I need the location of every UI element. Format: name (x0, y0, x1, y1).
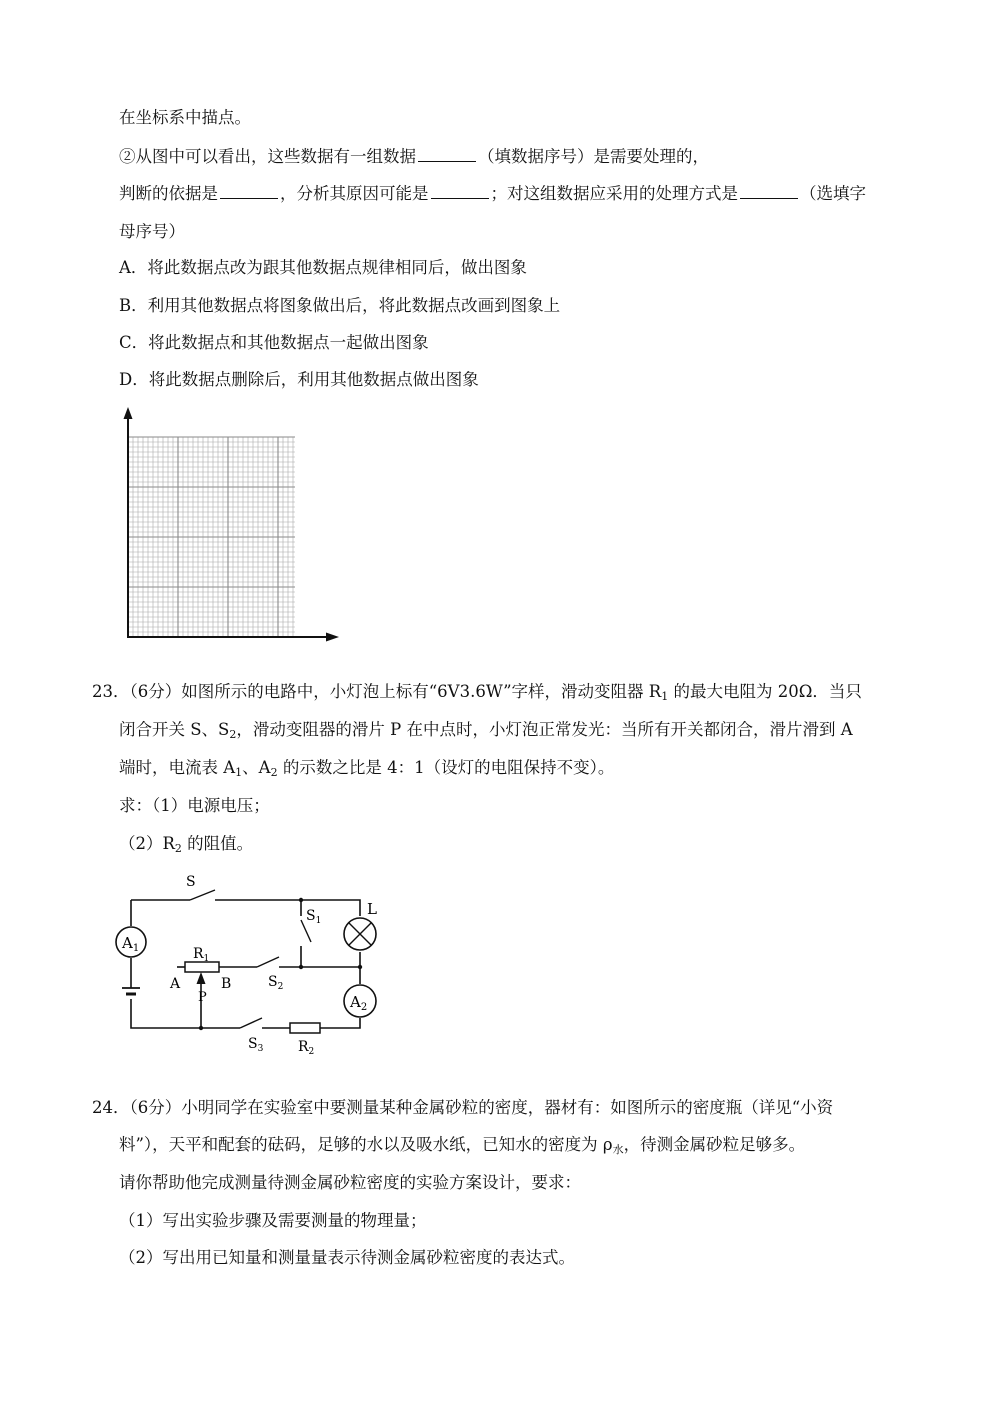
q22-line1: 在坐标系中描点。 (119, 108, 251, 127)
q23-number: 23． (92, 682, 130, 701)
answer-blank-1[interactable] (418, 145, 476, 162)
rheostat-r1 (185, 962, 219, 972)
ammeter-a2-label: $A_2$ (350, 993, 368, 1013)
switch-s3-label: $S_3$ (248, 1036, 264, 1054)
answer-blank-4[interactable] (740, 182, 798, 199)
option-c: C．将此数据点和其他数据点一起做出图象 (119, 333, 429, 352)
circuit-diagram (115, 868, 405, 1063)
option-a: A．将此数据点改为跟其他数据点规律相同后，做出图象 (119, 258, 527, 277)
answer-blank-3[interactable] (431, 182, 489, 199)
r1-label: $R_1$ (193, 946, 210, 964)
q22-line4: 母序号） (119, 222, 185, 241)
switch-s-label: S (186, 874, 196, 890)
q22-line3-text-c: ；对这组数据应采用的处理方式是 (490, 184, 738, 203)
answer-blank-2[interactable] (220, 182, 278, 199)
q23-line1 (92, 680, 862, 709)
q23-line3-text-e: 的示数之比是 4：1（设灯的电阻保持不变）。 (277, 758, 615, 777)
end-a-label: A (170, 976, 181, 992)
q23-line2-text-c: ，滑动变阻器的滑片 P 在中点时，小灯泡正常发光：当所有开关都闭合，滑片滑到 A (236, 720, 853, 739)
q23-line1-sub: 1 (661, 690, 669, 703)
coordinate-grid[interactable] (115, 405, 345, 645)
option-d: D．将此数据点删除后，利用其他数据点做出图象 (119, 370, 479, 389)
q24-line2 (119, 1133, 805, 1162)
r2-label: $R_2$ (298, 1039, 315, 1057)
q23-line3-sub-d: 2 (270, 766, 278, 779)
q23-line1-text-c: 的最大电阻为 20Ω．当只 (668, 682, 862, 701)
q24-line2-text-a: 料”），天平和配套的砝码，足够的水以及吸水纸，已知水的密度为 ρ (119, 1135, 613, 1154)
q24-line3: 请你帮助他完成测量待测金属砂粒密度的实验方案设计，要求： (119, 1173, 581, 1192)
q23-ask2-sub: 2 (174, 842, 182, 855)
q22-line2 (119, 145, 709, 169)
option-b: B．利用其他数据点将图象做出后，将此数据点改画到图象上 (119, 296, 561, 315)
q23-line2-text-a: 闭合开关 S、S (119, 720, 230, 739)
lamp-label: L (367, 900, 377, 918)
q23-line2-sub: 2 (229, 728, 237, 741)
q22-line2-text-a: ②从图中可以看出，这些数据有一组数据 (119, 147, 416, 166)
q24-line2-sub: 水 (612, 1143, 624, 1156)
q23-ask2 (119, 832, 253, 861)
slider-p-label: P (198, 990, 207, 1005)
q24-line1 (92, 1096, 833, 1120)
q24-line1-text: （6分）小明同学在实验室中要测量某种金属砂粒的密度，器材有：如图所示的密度瓶（详见“小资 (129, 1098, 834, 1117)
q22-line3-text-d: （选填字 (800, 184, 866, 203)
resistor-r2 (290, 1023, 320, 1033)
q24-number: 24． (92, 1098, 130, 1117)
q23-ask2-text-c: 的阻值。 (181, 834, 254, 853)
end-b-label: B (221, 976, 232, 992)
q23-line3 (119, 756, 614, 785)
q23-line3-text-a: 端时，电流表 A (119, 758, 236, 777)
switch-s2-label: $S_2$ (268, 974, 284, 992)
q23-line3-text-c: 、A (242, 758, 271, 777)
q22-line3-text-b: ，分析其原因可能是 (280, 184, 429, 203)
ammeter-a1-label: $A_1$ (122, 934, 140, 954)
q23-ask2-text-a: （2）R (119, 834, 175, 853)
q23-ask1: 求：（1）电源电压； (119, 796, 270, 815)
q24-line4: （1）写出实验步骤及需要测量的物理量； (119, 1211, 427, 1230)
switch-s1-label: $S_1$ (306, 908, 322, 926)
q22-line3-text-a: 判断的依据是 (119, 184, 218, 203)
q23-line2 (119, 718, 853, 747)
q24-line2-text-c: ，待测金属砂粒足够多。 (623, 1135, 806, 1154)
slider-arrow (197, 972, 206, 984)
x-axis-arrow (326, 633, 339, 642)
y-axis-arrow (124, 407, 133, 419)
q22-line3 (119, 182, 866, 206)
q23-line3-sub-b: 1 (235, 766, 243, 779)
q22-line2-text-b: （填数据序号）是需要处理的， (478, 147, 709, 166)
q23-line1-text-a: （6分）如图所示的电路中，小灯泡上标有“6V3.6W”字样，滑动变阻器 R (129, 682, 662, 701)
q24-line5: （2）写出用已知量和测量量表示待测金属砂粒密度的表达式。 (119, 1248, 575, 1267)
